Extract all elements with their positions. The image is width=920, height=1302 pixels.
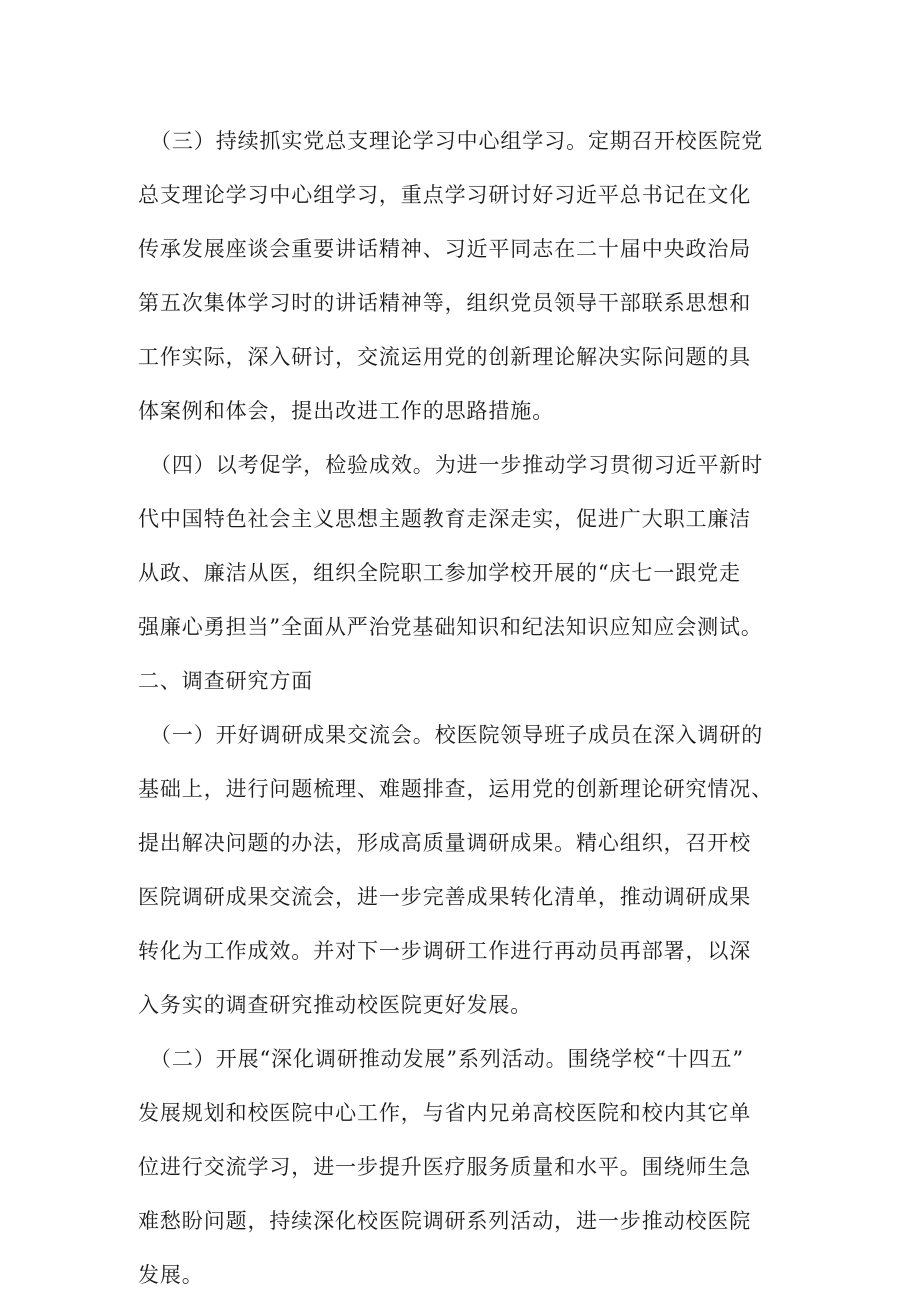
paragraph-4-line-4: 强廉心勇担当”全面从严治党基础知识和纪法知识应知应会测试。 — [138, 615, 763, 639]
paragraph-4-line-2: 代中国特色社会主义思想主题教育走深走实，促进广大职工廉洁 — [138, 507, 752, 531]
paragraph-3-line-5: 工作实际，深入研讨，交流运用党的创新理论解决实际问题的具 — [138, 345, 752, 369]
paragraph-2-line-5: 发展。 — [138, 1263, 204, 1287]
document-body — [138, 114, 798, 1302]
paragraph-1-line-4: 医院调研成果交流会，进一步完善成果转化清单，推动调研成果 — [138, 885, 752, 909]
paragraph-3-line-2: 总支理论学习中心组学习，重点学习研讨好习近平总书记在文化 — [138, 183, 752, 207]
paragraph-2-line-4: 难愁盼问题，持续深化校医院调研系列活动，进一步推动校医院 — [138, 1209, 752, 1233]
paragraph-1-line-1: （一）开好调研成果交流会。校医院领导班子成员在深入调研的 — [150, 723, 764, 747]
section-heading-investigation: 二、调查研究方面 — [138, 669, 314, 693]
paragraph-1-line-6: 入务实的调查研究推动校医院更好发展。 — [138, 993, 533, 1017]
paragraph-3-line-4: 第五次集体学习时的讲话精神等，组织党员领导干部联系思想和 — [138, 291, 752, 315]
paragraph-3-line-6: 体案例和体会，提出改进工作的思路措施。 — [138, 399, 555, 423]
paragraph-1-line-3: 提出解决问题的办法，形成高质量调研成果。精心组织，召开校 — [138, 831, 752, 855]
paragraph-1-line-5: 转化为工作成效。并对下一步调研工作进行再动员再部署，以深 — [138, 939, 752, 963]
paragraph-1-line-2: 基础上，进行问题梳理、难题排查，运用党的创新理论研究情况、 — [138, 777, 774, 801]
paragraph-3-line-3: 传承发展座谈会重要讲话精神、习近平同志在二十届中央政治局 — [138, 237, 752, 261]
paragraph-4-line-3: 从政、廉洁从医，组织全院职工参加学校开展的“庆七一跟党走 — [138, 561, 741, 585]
paragraph-2-line-1: （二）开展“深化调研推动发展”系列活动。围绕学校“十四五” — [150, 1047, 745, 1071]
paragraph-3-line-1: （三）持续抓实党总支理论学习中心组学习。定期召开校医院党 — [150, 129, 764, 153]
paragraph-4-line-1: （四）以考促学，检验成效。为进一步推动学习贯彻习近平新时 — [150, 453, 764, 477]
paragraph-2-line-2: 发展规划和校医院中心工作，与省内兄弟高校医院和校内其它单 — [138, 1101, 752, 1125]
paragraph-2-line-3: 位进行交流学习，进一步提升医疗服务质量和水平。围绕师生急 — [138, 1155, 752, 1179]
